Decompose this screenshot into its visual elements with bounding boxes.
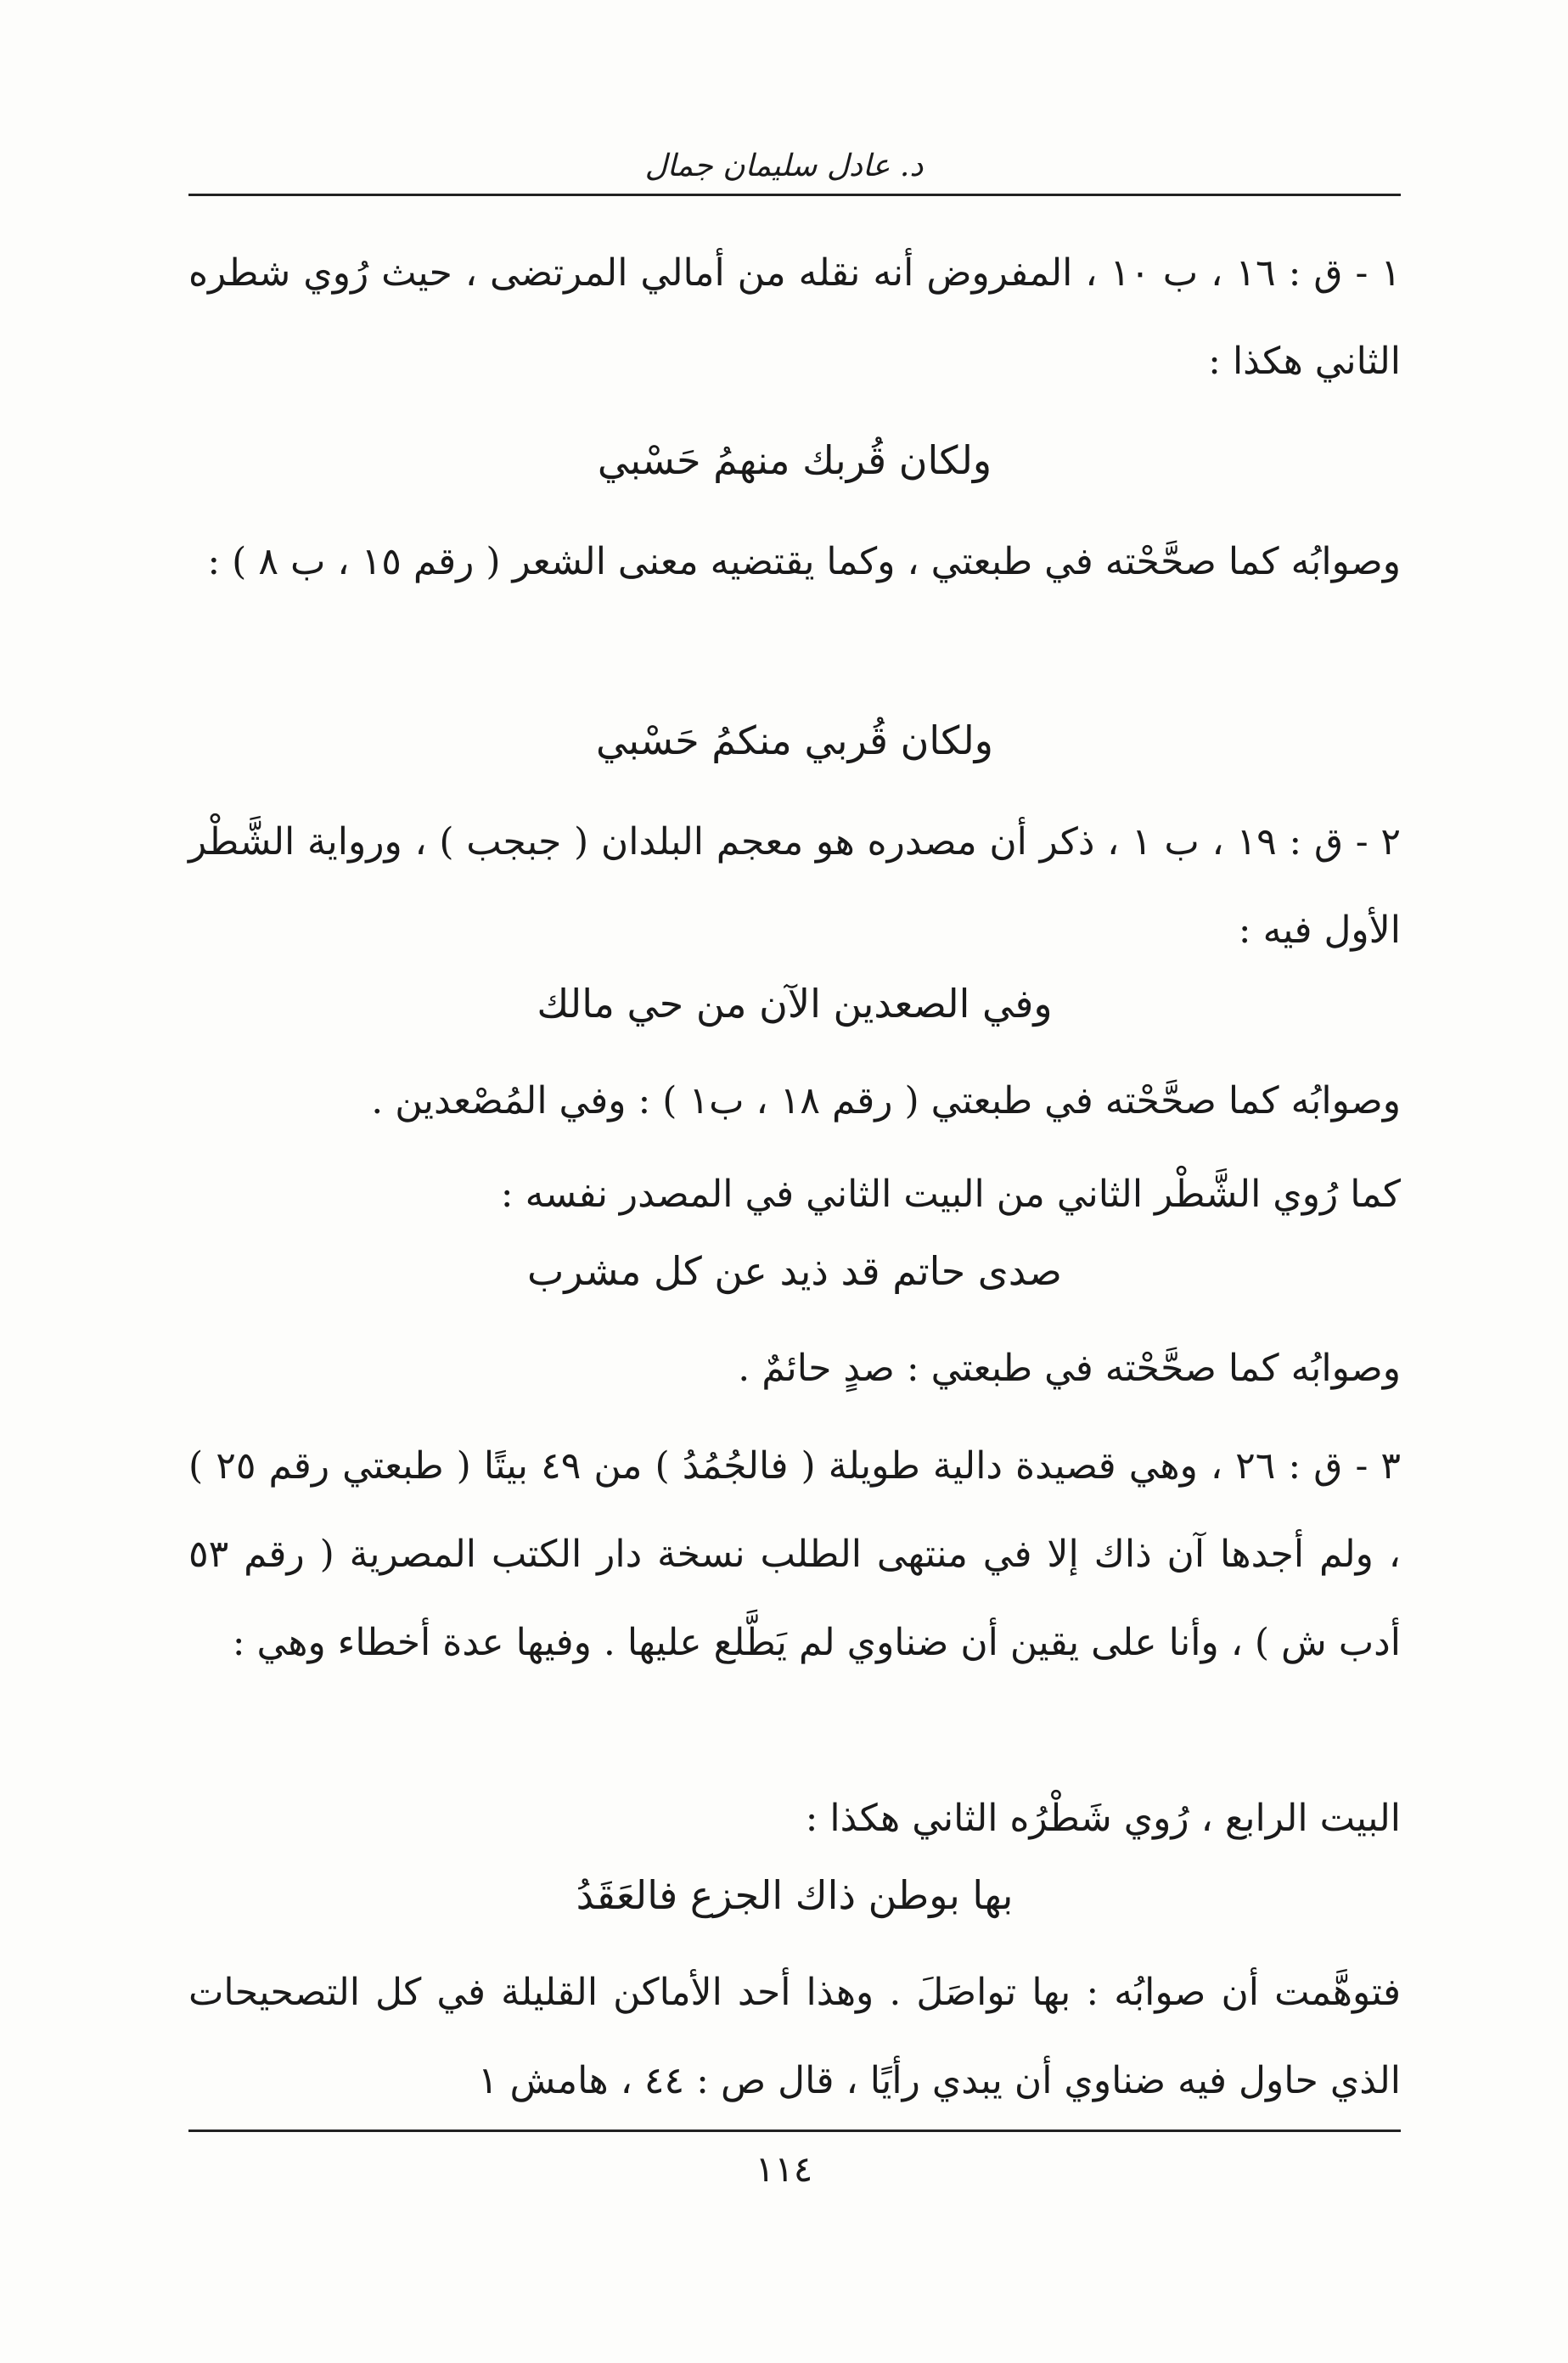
verse-3: وفي الصعدين الآن من حي مالك [537, 981, 1053, 1027]
paragraph-4: وصوابُه كما صحَّحْته في طبعتي ( رقم ١٨ ، ب١ ) : وفي المُصْعدين . [371, 1079, 1401, 1122]
paragraph-2: وصوابُه كما صحَّحْته في طبعتي ، وكما يقتضيه معنى الشعر ( رقم ١٥ ، ب ٨ ) : [207, 540, 1401, 583]
paragraph-7: ٣ - ق : ٢٦ ، وهي قصيدة دالية طويلة ( فالجُمُدُ ) من ٤٩ بيتًا ( طبعتي رقم ٢٥ ) ، ولم أجدها آن ذاك إلا في منتهى الطلب نسخة دار الكتب المصرية ( رقم ٥٣ أدب ش ) ، وأنا على يقين أن ضناوي لم يَطَّلع عليها . وفيها عدة أخطاء وهي : [188, 1444, 1402, 1664]
paragraph-9: فتوهَّمت أن صوابُه : بها تواصَلَ . وهذا أحد الأماكن القليلة في كل التصحيحات الذي حاول فيه ضناوي أن يبدي رأيًا ، قال ص : ٤٤ ، هامش ١ [188, 1971, 1401, 2102]
paragraph-5: كما رُوي الشَّطْر الثاني من البيت الثاني في المصدر نفسه : [500, 1173, 1401, 1216]
header-rule [188, 194, 1401, 196]
verse-1: ولكان قُربك منهمُ حَسْبي [597, 437, 992, 483]
page-number: ١١٤ [755, 2148, 813, 2190]
paragraph-3: ٢ - ق : ١٩ ، ب ١ ، ذكر أن مصدره هو معجم البلدان ( جبجب ) ، ورواية الشَّطْر الأول فيه : [188, 820, 1401, 952]
verse-5: بها بوطن ذاك الجزع فالعَقَدُ [576, 1872, 1014, 1918]
running-head: د. عادل سليمان جمال [644, 149, 924, 183]
verse-4: صدى حاتم قد ذيد عن كل مشرب [527, 1248, 1062, 1294]
paragraph-8: البيت الرابع ، رُوي شَطْرُه الثاني هكذا : [805, 1797, 1401, 1840]
footer-rule [188, 2130, 1401, 2132]
paragraph-1: ١ - ق : ١٦ ، ب ١٠ ، المفروض أنه نقله من أمالي المرتضى ، حيث رُوي شطره الثاني هكذا : [188, 251, 1401, 383]
verse-2: ولكان قُربي منكمُ حَسْبي [595, 717, 994, 763]
paragraph-6: وصوابُه كما صحَّحْته في طبعتي : صدٍ حائمٌ . [738, 1347, 1401, 1390]
